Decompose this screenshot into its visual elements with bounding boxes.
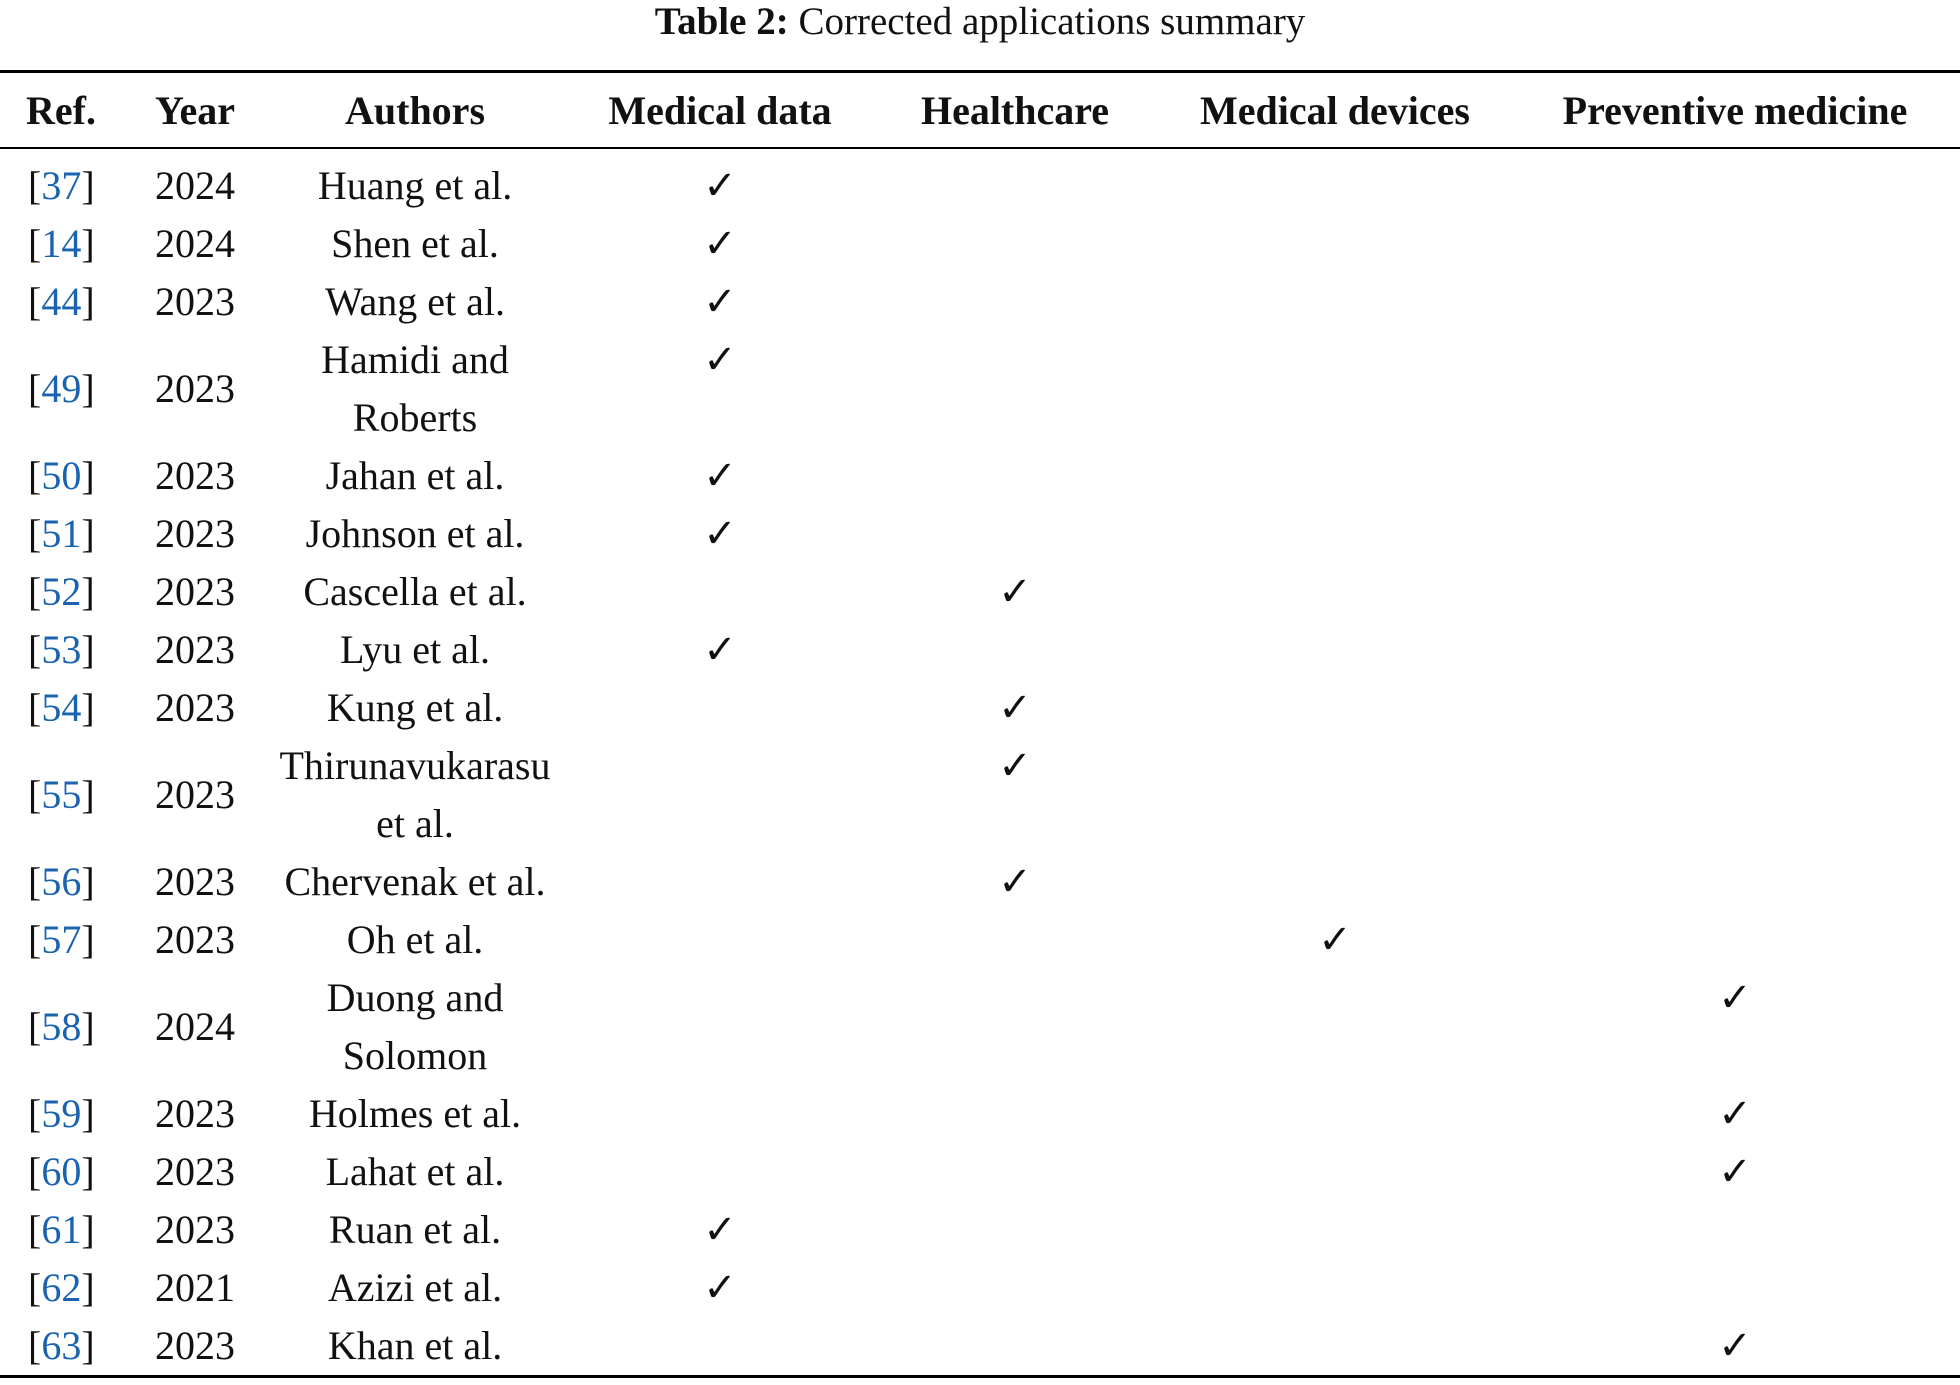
ref-cell bbox=[0, 737, 130, 853]
reference-link[interactable]: 61 bbox=[41, 1207, 82, 1252]
ref-bracket-close: ] bbox=[81, 279, 95, 324]
authors-line: Duong and bbox=[326, 975, 504, 1020]
category-cell bbox=[1510, 331, 1960, 447]
ref-cell bbox=[0, 148, 130, 215]
reference-link[interactable]: 37 bbox=[41, 163, 82, 208]
category-cell bbox=[1160, 563, 1510, 621]
ref-bracket-open: [ bbox=[28, 221, 42, 266]
authors-cell bbox=[260, 1201, 570, 1259]
ref-cell bbox=[0, 563, 130, 621]
checkmark-icon: ✓ bbox=[703, 627, 737, 672]
category-cell bbox=[1510, 679, 1960, 737]
ref-bracket-open: [ bbox=[28, 627, 42, 672]
header-medical-devices: Medical devices bbox=[1200, 87, 1470, 133]
reference-link[interactable]: 62 bbox=[41, 1265, 82, 1310]
ref-bracket-open: [ bbox=[28, 1323, 42, 1368]
authors-cell bbox=[260, 215, 570, 273]
reference-link[interactable]: 14 bbox=[41, 221, 82, 266]
ref-cell bbox=[0, 331, 130, 447]
reference-link[interactable]: 44 bbox=[41, 279, 82, 324]
authors-cell bbox=[260, 1259, 570, 1317]
ref-bracket-open: [ bbox=[28, 1265, 42, 1310]
category-cell bbox=[1510, 737, 1960, 853]
category-cell bbox=[570, 737, 870, 853]
caption-text: Corrected applications summary bbox=[798, 0, 1306, 43]
category-cell bbox=[1160, 1259, 1510, 1317]
category-cell bbox=[570, 969, 870, 1085]
ref-bracket-close: ] bbox=[81, 1265, 95, 1310]
ref-cell bbox=[0, 621, 130, 679]
category-cell bbox=[1510, 1201, 1960, 1259]
table-row bbox=[0, 148, 1960, 215]
table-row bbox=[0, 1317, 1960, 1377]
checkmark-icon: ✓ bbox=[703, 453, 737, 498]
applications-table-container bbox=[0, 70, 1960, 1378]
authors-line: Roberts bbox=[352, 395, 478, 440]
authors-cell bbox=[260, 969, 570, 1085]
header-medical-data: Medical data bbox=[608, 87, 832, 133]
reference-link[interactable]: 52 bbox=[41, 569, 82, 614]
authors-cell bbox=[260, 1085, 570, 1143]
ref-bracket-close: ] bbox=[81, 1004, 95, 1049]
category-cell bbox=[570, 331, 870, 447]
checkmark-icon: ✓ bbox=[1318, 917, 1352, 962]
category-cell bbox=[1160, 853, 1510, 911]
category-cell bbox=[570, 911, 870, 969]
ref-bracket-close: ] bbox=[81, 1149, 95, 1194]
category-cell bbox=[1510, 505, 1960, 563]
ref-bracket-open: [ bbox=[28, 279, 42, 324]
category-cell bbox=[570, 621, 870, 679]
authors-line: Azizi et al. bbox=[327, 1265, 503, 1310]
reference-link[interactable]: 50 bbox=[41, 453, 82, 498]
year-cell: 2023 bbox=[155, 685, 235, 730]
category-cell bbox=[570, 447, 870, 505]
year-cell: 2023 bbox=[155, 1323, 235, 1368]
category-cell bbox=[570, 563, 870, 621]
category-cell bbox=[870, 1201, 1160, 1259]
authors-line: Cascella et al. bbox=[303, 569, 527, 614]
ref-bracket-close: ] bbox=[81, 859, 95, 904]
authors-line: Solomon bbox=[342, 1033, 488, 1078]
year-cell: 2023 bbox=[155, 279, 235, 324]
reference-link[interactable]: 49 bbox=[41, 366, 82, 411]
ref-bracket-open: [ bbox=[28, 511, 42, 556]
checkmark-icon: ✓ bbox=[998, 685, 1032, 730]
category-cell bbox=[570, 1317, 870, 1377]
checkmark-icon: ✓ bbox=[1718, 1091, 1752, 1136]
ref-bracket-open: [ bbox=[28, 366, 42, 411]
category-cell bbox=[1160, 621, 1510, 679]
year-cell: 2023 bbox=[155, 627, 235, 672]
authors-cell bbox=[260, 563, 570, 621]
category-cell bbox=[870, 1143, 1160, 1201]
table-caption bbox=[0, 0, 1960, 44]
category-cell bbox=[1160, 505, 1510, 563]
authors-cell bbox=[260, 737, 570, 853]
category-cell bbox=[1160, 1201, 1510, 1259]
ref-bracket-open: [ bbox=[28, 1207, 42, 1252]
year-cell: 2024 bbox=[155, 163, 235, 208]
authors-line: Shen et al. bbox=[331, 221, 499, 266]
header-healthcare: Healthcare bbox=[920, 87, 1110, 133]
ref-bracket-close: ] bbox=[81, 627, 95, 672]
checkmark-icon: ✓ bbox=[998, 859, 1032, 904]
applications-table bbox=[0, 70, 1960, 1378]
checkmark-icon: ✓ bbox=[1718, 975, 1752, 1020]
checkmark-icon: ✓ bbox=[703, 221, 737, 266]
category-cell bbox=[1160, 969, 1510, 1085]
category-cell bbox=[870, 563, 1160, 621]
reference-link[interactable]: 59 bbox=[41, 1091, 82, 1136]
ref-cell bbox=[0, 215, 130, 273]
category-cell bbox=[1510, 1317, 1960, 1377]
category-cell bbox=[570, 215, 870, 273]
category-cell bbox=[870, 505, 1160, 563]
category-cell bbox=[870, 1317, 1160, 1377]
reference-link[interactable]: 58 bbox=[41, 1004, 82, 1049]
reference-link[interactable]: 51 bbox=[41, 511, 82, 556]
category-cell bbox=[1510, 621, 1960, 679]
reference-link[interactable]: 53 bbox=[41, 627, 82, 672]
reference-link[interactable]: 57 bbox=[41, 917, 82, 962]
ref-bracket-close: ] bbox=[81, 453, 95, 498]
category-cell bbox=[1160, 215, 1510, 273]
category-cell bbox=[1160, 1143, 1510, 1201]
table-row bbox=[0, 621, 1960, 679]
category-cell bbox=[1510, 911, 1960, 969]
category-cell bbox=[870, 273, 1160, 331]
category-cell bbox=[1160, 148, 1510, 215]
table-body bbox=[0, 148, 1960, 1377]
authors-cell bbox=[260, 148, 570, 215]
table-row bbox=[0, 737, 1960, 853]
ref-cell bbox=[0, 273, 130, 331]
category-cell bbox=[570, 1201, 870, 1259]
category-cell bbox=[870, 1259, 1160, 1317]
category-cell bbox=[1160, 447, 1510, 505]
year-cell: 2023 bbox=[155, 453, 235, 498]
authors-line: Thirunavukarasu bbox=[279, 743, 551, 788]
category-cell bbox=[1160, 1085, 1510, 1143]
ref-bracket-open: [ bbox=[28, 772, 42, 817]
authors-cell bbox=[260, 273, 570, 331]
category-cell bbox=[1510, 853, 1960, 911]
authors-line: Kung et al. bbox=[326, 685, 504, 730]
authors-line: Ruan et al. bbox=[328, 1207, 502, 1252]
year-cell: 2024 bbox=[155, 221, 235, 266]
category-cell bbox=[870, 679, 1160, 737]
authors-cell bbox=[260, 853, 570, 911]
ref-cell bbox=[0, 447, 130, 505]
category-cell bbox=[1510, 969, 1960, 1085]
table-row bbox=[0, 563, 1960, 621]
ref-bracket-close: ] bbox=[81, 1207, 95, 1252]
category-cell bbox=[1160, 911, 1510, 969]
reference-link[interactable]: 56 bbox=[41, 859, 82, 904]
category-cell bbox=[1510, 1085, 1960, 1143]
category-cell bbox=[870, 621, 1160, 679]
year-cell: 2023 bbox=[155, 772, 235, 817]
category-cell bbox=[1160, 679, 1510, 737]
ref-cell bbox=[0, 1143, 130, 1201]
ref-bracket-close: ] bbox=[81, 569, 95, 614]
ref-bracket-close: ] bbox=[81, 772, 95, 817]
ref-bracket-open: [ bbox=[28, 1149, 42, 1194]
category-cell bbox=[870, 853, 1160, 911]
ref-cell bbox=[0, 911, 130, 969]
table-row bbox=[0, 1085, 1960, 1143]
checkmark-icon: ✓ bbox=[1718, 1323, 1752, 1368]
ref-bracket-open: [ bbox=[28, 163, 42, 208]
authors-cell bbox=[260, 1143, 570, 1201]
checkmark-icon: ✓ bbox=[703, 279, 737, 324]
reference-link[interactable]: 55 bbox=[41, 772, 82, 817]
reference-link[interactable]: 54 bbox=[41, 685, 82, 730]
table-row bbox=[0, 273, 1960, 331]
ref-bracket-close: ] bbox=[81, 163, 95, 208]
reference-link[interactable]: 63 bbox=[41, 1323, 82, 1368]
ref-bracket-open: [ bbox=[28, 859, 42, 904]
authors-line: et al. bbox=[376, 801, 454, 846]
authors-line: Chervenak et al. bbox=[284, 859, 546, 904]
header-preventive-medicine: Preventive medicine bbox=[1562, 87, 1908, 133]
table-row bbox=[0, 1201, 1960, 1259]
table-row bbox=[0, 1143, 1960, 1201]
category-cell bbox=[1510, 273, 1960, 331]
ref-bracket-open: [ bbox=[28, 1091, 42, 1136]
ref-cell bbox=[0, 969, 130, 1085]
authors-cell bbox=[260, 1317, 570, 1377]
ref-cell bbox=[0, 1259, 130, 1317]
ref-bracket-close: ] bbox=[81, 1323, 95, 1368]
category-cell bbox=[870, 447, 1160, 505]
checkmark-icon: ✓ bbox=[703, 511, 737, 556]
ref-bracket-open: [ bbox=[28, 453, 42, 498]
year-cell: 2021 bbox=[155, 1265, 235, 1310]
year-cell: 2023 bbox=[155, 1091, 235, 1136]
authors-line: Johnson et al. bbox=[305, 511, 525, 556]
table-row bbox=[0, 679, 1960, 737]
category-cell bbox=[570, 1143, 870, 1201]
category-cell bbox=[1160, 331, 1510, 447]
authors-line: Hamidi and bbox=[321, 337, 509, 382]
authors-line: Lyu et al. bbox=[340, 627, 490, 672]
year-cell: 2023 bbox=[155, 859, 235, 904]
ref-bracket-close: ] bbox=[81, 1091, 95, 1136]
header-year: Year bbox=[155, 87, 235, 133]
category-cell bbox=[870, 331, 1160, 447]
authors-line: Huang et al. bbox=[317, 163, 513, 208]
ref-cell bbox=[0, 1085, 130, 1143]
category-cell bbox=[870, 911, 1160, 969]
category-cell bbox=[1160, 737, 1510, 853]
table-row bbox=[0, 447, 1960, 505]
category-cell bbox=[570, 1259, 870, 1317]
ref-cell bbox=[0, 679, 130, 737]
authors-cell bbox=[260, 911, 570, 969]
caption-label: Table 2: bbox=[654, 0, 789, 43]
category-cell bbox=[870, 737, 1160, 853]
authors-line: Lahat et al. bbox=[325, 1149, 505, 1194]
table-row bbox=[0, 1259, 1960, 1317]
reference-link[interactable]: 60 bbox=[41, 1149, 82, 1194]
header-authors: Authors bbox=[344, 87, 486, 133]
authors-cell bbox=[260, 679, 570, 737]
authors-line: Oh et al. bbox=[346, 917, 484, 962]
category-cell bbox=[570, 853, 870, 911]
ref-bracket-open: [ bbox=[28, 685, 42, 730]
category-cell bbox=[1160, 1317, 1510, 1377]
category-cell bbox=[870, 148, 1160, 215]
category-cell bbox=[570, 148, 870, 215]
year-cell: 2023 bbox=[155, 917, 235, 962]
table-row bbox=[0, 853, 1960, 911]
category-cell bbox=[1510, 1259, 1960, 1317]
ref-bracket-close: ] bbox=[81, 917, 95, 962]
year-cell: 2023 bbox=[155, 511, 235, 556]
year-cell: 2023 bbox=[155, 569, 235, 614]
checkmark-icon: ✓ bbox=[998, 569, 1032, 614]
category-cell bbox=[870, 215, 1160, 273]
category-cell bbox=[1510, 215, 1960, 273]
ref-cell bbox=[0, 505, 130, 563]
category-cell bbox=[870, 969, 1160, 1085]
ref-bracket-close: ] bbox=[81, 685, 95, 730]
header-ref: Ref. bbox=[26, 87, 96, 133]
year-cell: 2023 bbox=[155, 1207, 235, 1252]
checkmark-icon: ✓ bbox=[703, 1207, 737, 1252]
category-cell bbox=[570, 679, 870, 737]
year-cell: 2023 bbox=[155, 1149, 235, 1194]
authors-cell bbox=[260, 447, 570, 505]
category-cell bbox=[570, 505, 870, 563]
table-row bbox=[0, 505, 1960, 563]
category-cell bbox=[570, 1085, 870, 1143]
ref-bracket-close: ] bbox=[81, 511, 95, 556]
table-row bbox=[0, 969, 1960, 1085]
ref-bracket-open: [ bbox=[28, 1004, 42, 1049]
table-row bbox=[0, 215, 1960, 273]
ref-cell bbox=[0, 1201, 130, 1259]
year-cell: 2024 bbox=[155, 1004, 235, 1049]
ref-bracket-open: [ bbox=[28, 917, 42, 962]
checkmark-icon: ✓ bbox=[703, 163, 737, 208]
checkmark-icon: ✓ bbox=[1718, 1149, 1752, 1194]
category-cell bbox=[1160, 273, 1510, 331]
category-cell bbox=[1510, 148, 1960, 215]
table-header-row bbox=[0, 72, 1960, 149]
authors-line: Khan et al. bbox=[327, 1323, 503, 1368]
checkmark-icon: ✓ bbox=[703, 1265, 737, 1310]
category-cell bbox=[570, 273, 870, 331]
table-row bbox=[0, 911, 1960, 969]
ref-bracket-close: ] bbox=[81, 366, 95, 411]
table-row bbox=[0, 331, 1960, 447]
ref-bracket-open: [ bbox=[28, 569, 42, 614]
year-cell: 2023 bbox=[155, 366, 235, 411]
ref-cell bbox=[0, 853, 130, 911]
authors-line: Holmes et al. bbox=[308, 1091, 522, 1136]
authors-line: Jahan et al. bbox=[325, 453, 505, 498]
checkmark-icon: ✓ bbox=[998, 743, 1032, 788]
category-cell bbox=[1510, 447, 1960, 505]
authors-line: Wang et al. bbox=[324, 279, 506, 324]
category-cell bbox=[1510, 1143, 1960, 1201]
ref-cell bbox=[0, 1317, 130, 1377]
category-cell bbox=[870, 1085, 1160, 1143]
category-cell bbox=[1510, 563, 1960, 621]
ref-bracket-close: ] bbox=[81, 221, 95, 266]
checkmark-icon: ✓ bbox=[703, 337, 737, 382]
authors-cell bbox=[260, 331, 570, 447]
authors-cell bbox=[260, 621, 570, 679]
authors-cell bbox=[260, 505, 570, 563]
